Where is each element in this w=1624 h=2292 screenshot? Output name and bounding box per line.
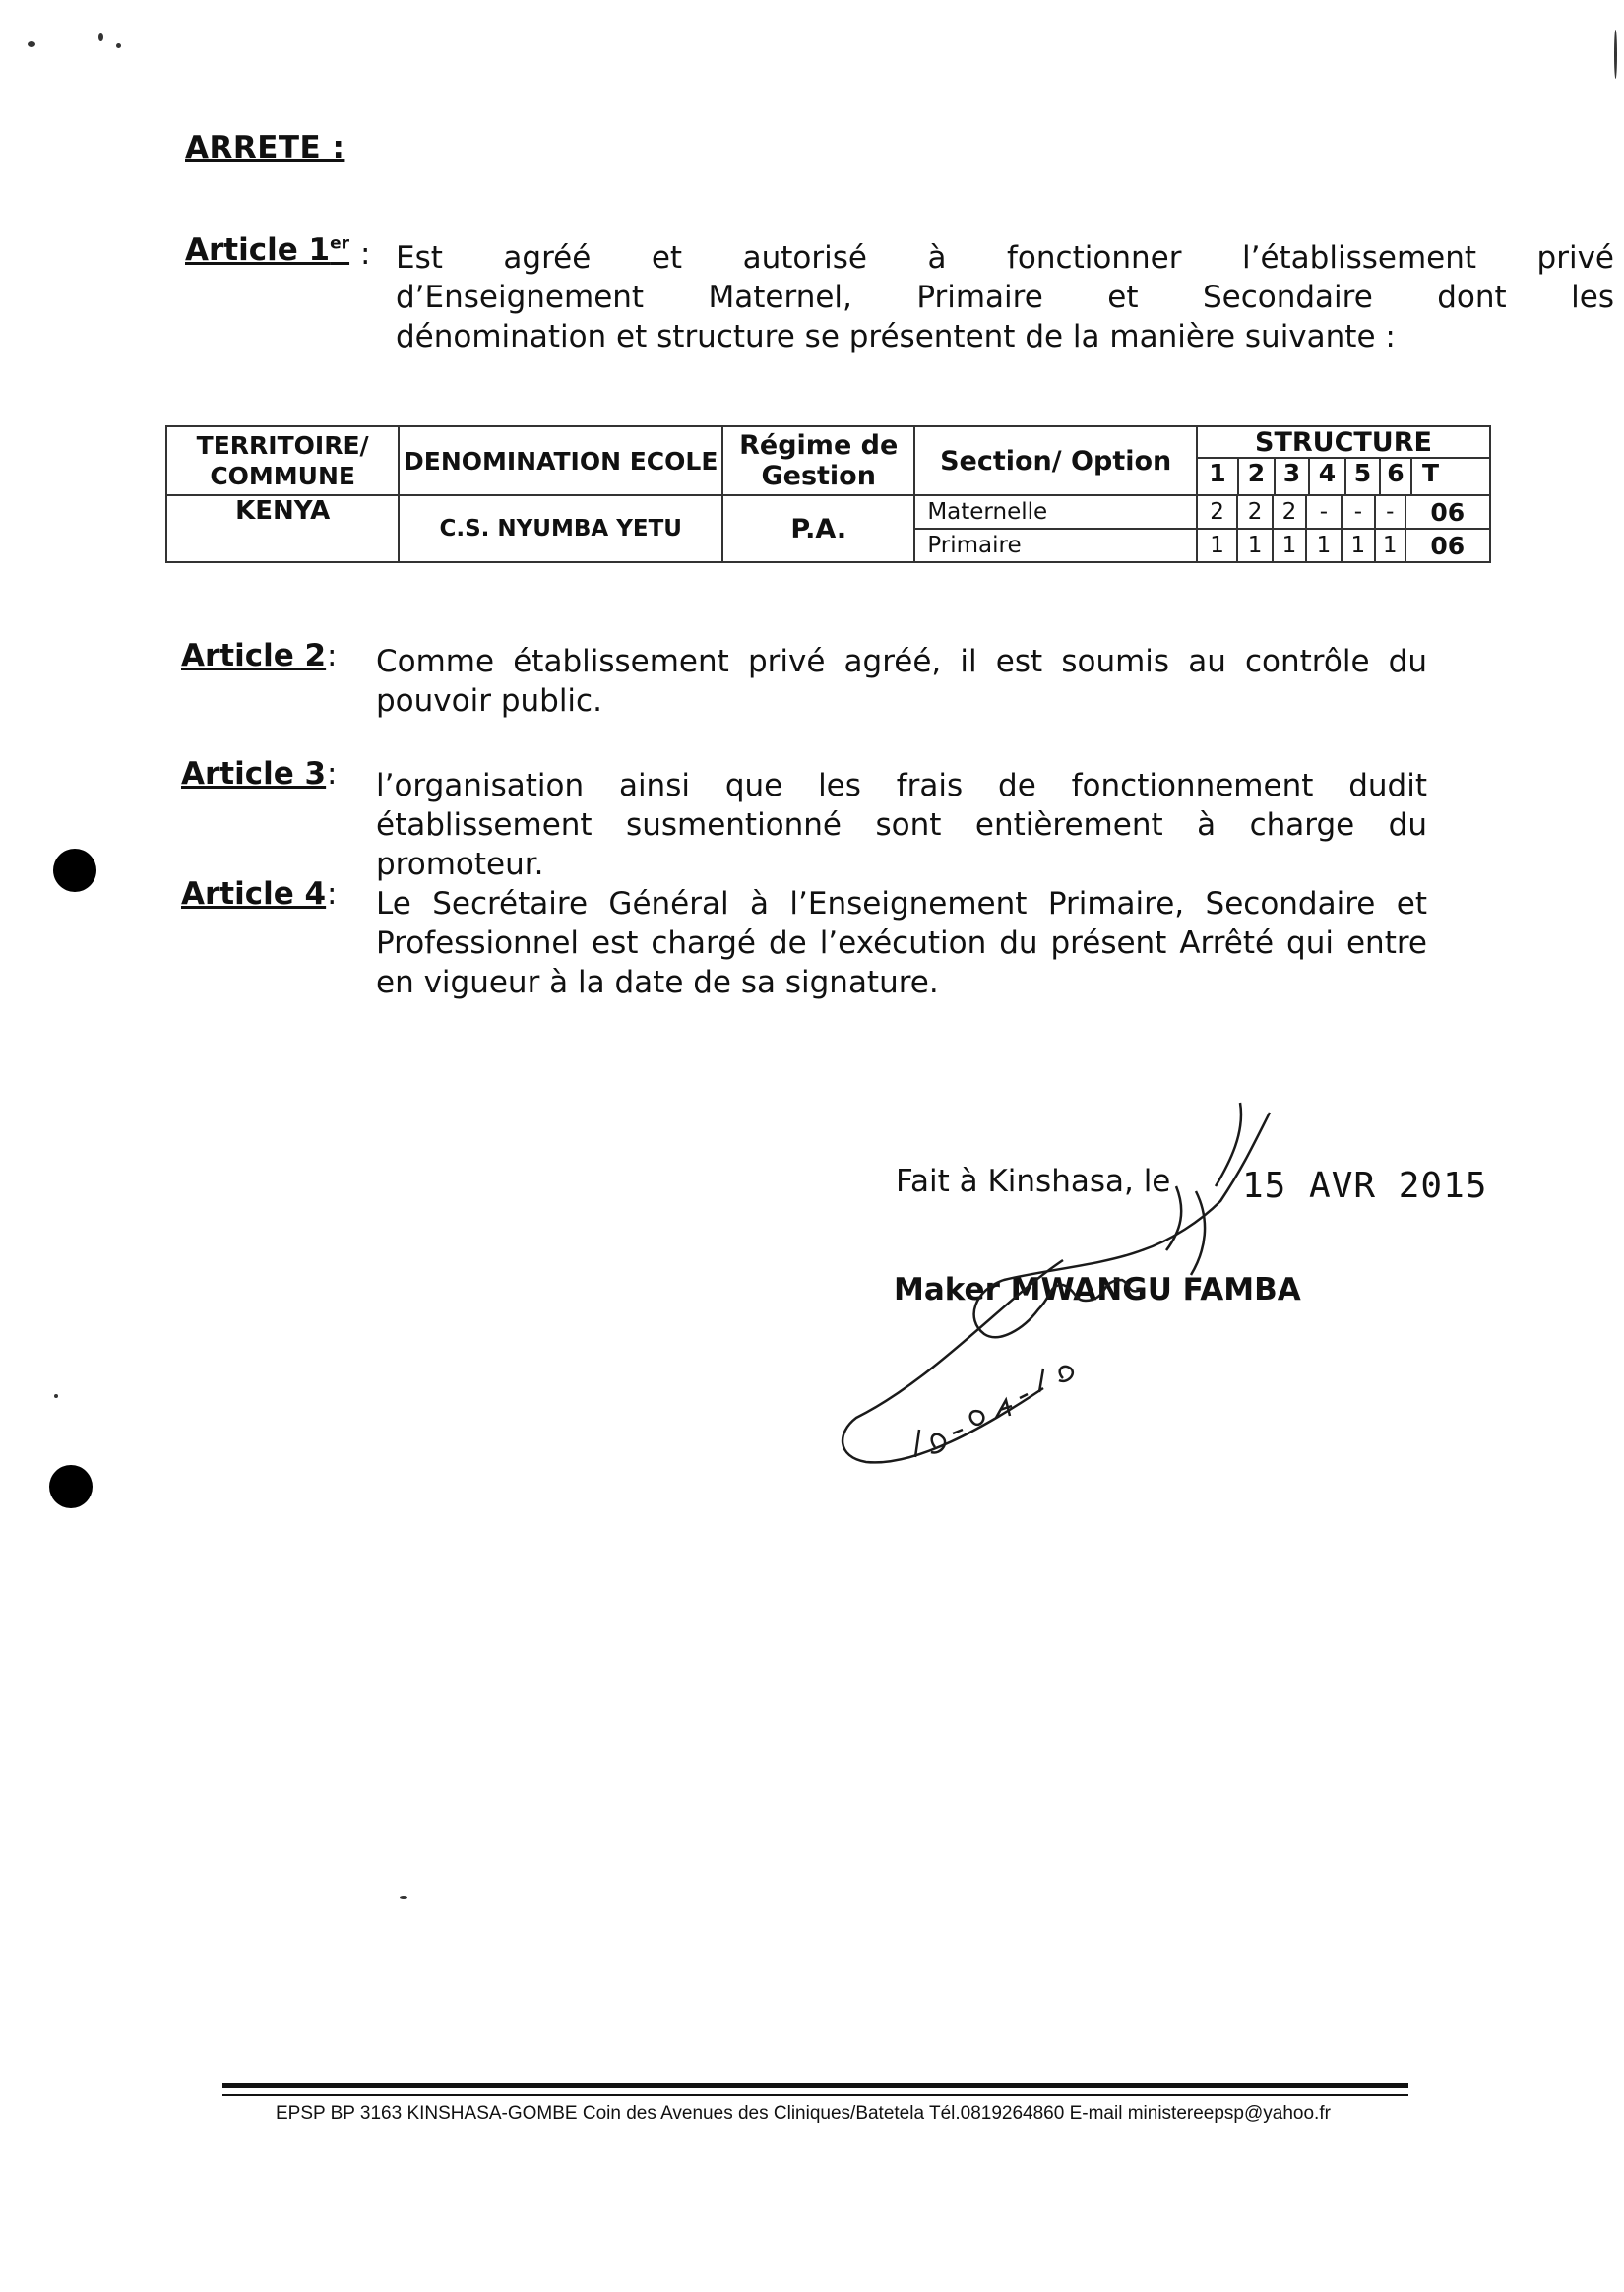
scan-speck xyxy=(98,33,103,41)
article-3-label: Article 3 xyxy=(181,756,327,792)
structure-col-numbers xyxy=(1198,459,1489,494)
structure-col-6: 6 xyxy=(1381,459,1412,494)
cell-mat-1: 2 xyxy=(1197,495,1237,529)
structure-header-cell xyxy=(1197,426,1490,495)
structure-col-4: 4 xyxy=(1310,459,1346,494)
article-1-line-2: d’Enseignement Maternel, Primaire et Secondaire dont les xyxy=(396,280,1614,315)
signatory-name: Maker MWANGU FAMBA xyxy=(894,1272,1301,1307)
scan-speck xyxy=(54,1394,58,1398)
article-4-colon: : xyxy=(327,876,338,912)
header-structure: STRUCTURE xyxy=(1198,427,1489,459)
header-denomination: DENOMINATION ECOLE xyxy=(399,426,722,495)
handwritten-date xyxy=(906,1339,1102,1487)
signature-fait-a: Fait à Kinshasa, le xyxy=(896,1164,1171,1199)
article-4-label: Article 4 xyxy=(181,876,327,912)
scan-speck xyxy=(116,43,121,48)
article-3-text: l’organisation ainsi que les frais de fonctionnement dudit établissement susmentionné sont entièrement à charge du promoteur. xyxy=(376,768,1427,882)
signature-stamp-date: 15 AVR 2015 xyxy=(1242,1166,1488,1206)
header-section: Section/ Option xyxy=(914,426,1197,495)
footer-rule-thin xyxy=(222,2094,1408,2096)
cell-prim-5: 1 xyxy=(1342,529,1375,562)
cell-mat-2: 2 xyxy=(1237,495,1273,529)
cell-mat-4: - xyxy=(1306,495,1342,529)
article-2-text: Comme établissement privé agréé, il est soumis au contrôle du pouvoir public. xyxy=(376,644,1427,719)
scan-speck xyxy=(28,41,35,47)
punch-hole-top xyxy=(53,849,96,892)
cell-prim-4: 1 xyxy=(1306,529,1342,562)
cell-prim-2: 1 xyxy=(1237,529,1273,562)
cell-section-primaire: Primaire xyxy=(914,529,1197,562)
cell-mat-total: 06 xyxy=(1405,495,1490,529)
cell-mat-3: 2 xyxy=(1273,495,1306,529)
structure-col-2: 2 xyxy=(1239,459,1276,494)
article-1-colon: : xyxy=(360,236,371,272)
article-4-text: Le Secrétaire Général à l’Enseignement Primaire, Secondaire et Professionnel est chargé de l’exécution du présent Arrêté qui entre en vigueur à la date de sa signature. xyxy=(376,886,1427,1000)
structure-table xyxy=(165,425,1491,563)
cell-regime: P.A. xyxy=(722,495,914,562)
cell-section-maternelle: Maternelle xyxy=(914,495,1197,529)
header-regime: Régime de Gestion xyxy=(722,426,914,495)
article-1 xyxy=(185,232,1614,360)
punch-hole-bottom xyxy=(49,1465,93,1508)
footer-rule-thick xyxy=(222,2083,1408,2088)
article-1-line-3: dénomination et structure se présentent de la manière suivante : xyxy=(396,319,1396,354)
cell-denomination: C.S. NYUMBA YETU xyxy=(399,495,722,562)
cell-prim-3: 1 xyxy=(1273,529,1306,562)
cell-prim-1: 1 xyxy=(1197,529,1237,562)
footer-contact: EPSP BP 3163 KINSHASA-GOMBE Coin des Avenues des Cliniques/Batetela Tél.0819264860 E-mail ministereepsp@yahoo.fr xyxy=(276,2103,1331,2124)
structure-col-1: 1 xyxy=(1198,459,1239,494)
structure-col-total: T xyxy=(1422,459,1440,487)
cell-territoire: KENYA xyxy=(166,495,399,562)
article-1-label: Article 1er xyxy=(185,232,350,268)
cell-prim-6: 1 xyxy=(1375,529,1405,562)
article-3-colon: : xyxy=(327,756,338,792)
article-1-line-1: Est agréé et autorisé à fonctionner l’établissement privé xyxy=(396,240,1614,276)
cell-mat-6: - xyxy=(1375,495,1405,529)
article-2-label: Article 2 xyxy=(181,638,327,673)
article-2-colon: : xyxy=(327,638,338,673)
structure-col-3: 3 xyxy=(1276,459,1310,494)
article-1-sup: er xyxy=(330,233,350,254)
header-territoire: TERRITOIRE/ COMMUNE xyxy=(166,426,399,495)
cell-prim-total: 06 xyxy=(1405,529,1490,562)
structure-col-5: 5 xyxy=(1346,459,1381,494)
scan-speck xyxy=(400,1896,407,1899)
scan-speck xyxy=(1614,30,1617,79)
cell-mat-5: - xyxy=(1342,495,1375,529)
decree-heading: ARRETE : xyxy=(185,130,345,165)
